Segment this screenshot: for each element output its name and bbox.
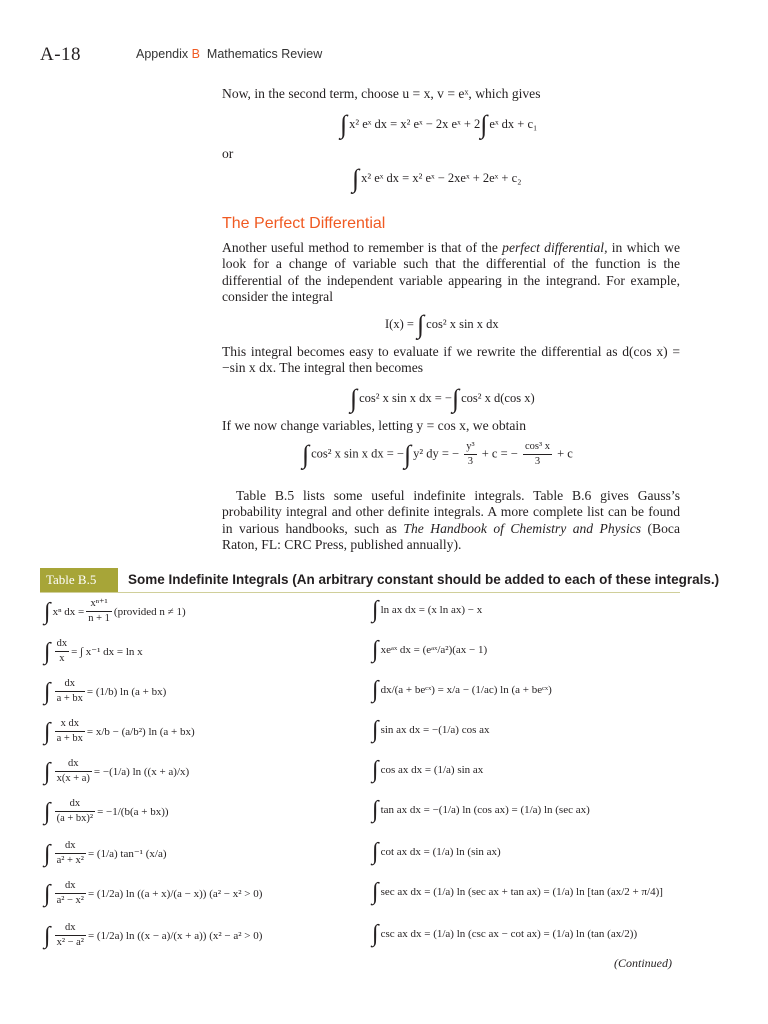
fraction <box>55 880 86 907</box>
fraction-denominator: a + bx <box>56 693 83 704</box>
fraction <box>55 922 86 949</box>
eq4-rhs: cos² x d(cos x) <box>461 390 535 405</box>
equation-1 <box>340 112 537 138</box>
fraction-denominator: x <box>59 653 65 664</box>
integral-sign: ∫ <box>480 110 488 139</box>
integral-row-right-5 <box>372 758 483 782</box>
fraction-numerator: cos³ x <box>523 441 552 455</box>
para1-a: Another useful method to remember is that of the <box>222 240 503 255</box>
formula-text: ln ax dx = (x ln ax) − x <box>380 604 483 616</box>
integral-sign: ∫ <box>372 757 379 783</box>
fraction-numerator: dx <box>55 678 85 692</box>
integral-row-right-3 <box>372 678 552 702</box>
formula-text: = (1/2a) ln ((a + x)/(a − x)) (a² − x² > 0) <box>87 887 263 900</box>
fraction-denominator: (a + bx)² <box>56 813 94 824</box>
fraction <box>464 441 476 468</box>
integral-sign: ∫ <box>451 384 460 413</box>
table-divider <box>40 592 680 593</box>
eq5-mid: y² dy = − <box>413 446 460 461</box>
integral-sign: ∫ <box>302 439 310 469</box>
equation-3 <box>385 312 499 338</box>
formula-text: = ∫ x⁻¹ dx = ln x <box>71 646 143 658</box>
running-head <box>136 47 322 61</box>
integral-row-right-4 <box>372 718 490 742</box>
integral-sign: ∫ <box>44 718 51 745</box>
integral-sign: ∫ <box>372 921 379 947</box>
para1-emphasis: perfect differential, <box>502 240 608 255</box>
running-head-title: Mathematics Review <box>206 47 323 61</box>
integral-row-left-5 <box>44 758 189 785</box>
integral-row-right-7 <box>372 840 501 864</box>
integral-sign: ∫ <box>372 797 379 823</box>
integral-row-left-9 <box>44 922 262 949</box>
para4-a: Table B.5 lists some useful indefinite integrals. Table B.6 gives Gauss’s probability integral and other definite integrals. A more complete list can be found in various handbooks, such as <box>222 488 680 536</box>
fraction-numerator: dx <box>55 840 86 854</box>
para4-b: (Boca Raton, FL: CRC Press, published annually). <box>222 520 680 553</box>
fraction <box>55 638 70 665</box>
formula-text: = −(1/a) ln ((x + a)/x) <box>93 765 190 778</box>
fraction-denominator: n + 1 <box>88 613 110 624</box>
fraction-numerator: dx <box>55 638 70 652</box>
fraction <box>55 718 85 745</box>
fraction-denominator: 3 <box>467 456 474 467</box>
eq5-lhs: cos² x sin x dx = − <box>311 446 404 461</box>
fraction-numerator: dx <box>55 922 86 936</box>
integral-row-left-6 <box>44 798 169 825</box>
integral-sign: ∫ <box>44 840 51 867</box>
fraction <box>86 598 112 625</box>
integral-sign: ∫ <box>44 678 51 705</box>
eq1-tail: eˣ dx + c₁ <box>489 116 538 131</box>
formula-text: cot ax dx = (1/a) ln (sin ax) <box>380 846 501 858</box>
integral-sign: ∫ <box>372 637 379 663</box>
paragraph-rewrite: This integral becomes easy to evaluate if we rewrite the differential as d(cos x) = −sin x dx. The integral then becomes <box>222 344 680 376</box>
integral-row-left-2 <box>44 638 143 665</box>
eq5-mid2: + c = − <box>481 446 518 461</box>
integral-row-left-7 <box>44 840 167 867</box>
integral-sign: ∫ <box>44 880 51 907</box>
fraction-denominator: x(x + a) <box>56 773 90 784</box>
integral-sign: ∫ <box>340 110 348 139</box>
integral-sign: ∫ <box>372 597 379 623</box>
fraction-numerator: x dx <box>55 718 85 732</box>
equation-2 <box>352 166 522 192</box>
page-number: A-18 <box>40 44 82 65</box>
paragraph-tables <box>222 488 680 554</box>
continued-note: (Continued) <box>614 956 672 970</box>
formula-text: = (1/a) tan⁻¹ (x/a) <box>87 848 167 860</box>
integral-sign: ∫ <box>372 717 379 743</box>
running-head-prefix: Appendix <box>136 47 192 61</box>
formula-text: sin ax dx = −(1/a) cos ax <box>380 724 490 736</box>
paragraph-change-variables: If we now change variables, letting y = cos x, we obtain <box>222 418 526 433</box>
integral-sign: ∫ <box>372 879 379 905</box>
running-head-letter: B <box>191 47 200 61</box>
integral-sign: ∫ <box>44 922 51 949</box>
section-heading: The Perfect Differential <box>222 215 386 232</box>
formula-text: = x/b − (a/b²) ln (a + bx) <box>86 725 195 738</box>
formula-text: dx/(a + beᶜˣ) = x/a − (1/ac) ln (a + beᶜˣ) <box>380 684 552 696</box>
integral-sign: ∫ <box>352 164 360 193</box>
integral-row-left-8 <box>44 880 262 907</box>
eq2-text: x² eˣ dx = x² eˣ − 2xeˣ + 2eˣ + c₂ <box>361 170 522 185</box>
table-caption: Some Indefinite Integrals (An arbitrary constant should be added to each of these integrals.) <box>128 572 720 587</box>
formula-text: xⁿ dx = <box>52 605 85 618</box>
intro-text: Now, in the second term, choose u = x, v = eˣ, which gives <box>222 86 541 101</box>
fraction-denominator: x² − a² <box>56 937 84 948</box>
formula-text: tan ax dx = −(1/a) ln (cos ax) = (1/a) ln (sec ax) <box>380 804 590 816</box>
integral-sign: ∫ <box>403 439 412 469</box>
eq3-rhs: cos² x sin x dx <box>426 316 499 331</box>
integral-row-right-2 <box>372 638 487 662</box>
para1-b: in which we look for a change of variable such that the differential of the function is the differential of the independent variable appearing in the integrand. For example, consider the integral <box>222 240 680 305</box>
eq4-lhs: cos² x sin x dx = − <box>359 390 452 405</box>
fraction-numerator: y³ <box>464 441 476 455</box>
formula-text: = (1/2a) ln ((x − a)/(x + a)) (x² − a² > 0) <box>87 929 263 942</box>
fraction <box>55 678 85 705</box>
equation-5 <box>302 441 573 468</box>
formula-text: cos ax dx = (1/a) sin ax <box>380 764 484 776</box>
eq1-text: x² eˣ dx = x² eˣ − 2x eˣ + 2 <box>349 116 481 131</box>
para4-emphasis: The Handbook of Chemistry and Physics <box>403 520 642 536</box>
formula-text: = −1/(b(a + bx)) <box>97 805 169 818</box>
formula-text: = (1/b) ln (a + bx) <box>86 685 167 698</box>
equation-4 <box>350 386 535 412</box>
integral-sign: ∫ <box>44 638 51 665</box>
table-label: Table B.5 <box>40 568 118 592</box>
fraction-denominator: a² + x² <box>56 855 84 866</box>
integral-sign: ∫ <box>44 758 51 785</box>
integral-row-left-1 <box>44 598 186 625</box>
integral-sign: ∫ <box>44 598 51 625</box>
formula-text: sec ax dx = (1/a) ln (sec ax + tan ax) = (1/a) ln [tan (ax/2 + π/4)] <box>380 886 663 898</box>
fraction <box>55 758 92 785</box>
fraction-numerator: dx <box>55 758 92 772</box>
fraction <box>55 840 86 867</box>
integral-sign: ∫ <box>372 677 379 703</box>
fraction <box>55 798 95 825</box>
fraction <box>523 441 552 468</box>
integral-sign: ∫ <box>417 310 425 339</box>
formula-text: csc ax dx = (1/a) ln (csc ax − cot ax) = (1/a) ln (tan (ax/2)) <box>380 928 638 940</box>
or-text: or <box>222 146 234 161</box>
fraction-numerator: dx <box>55 798 95 812</box>
fraction-numerator: xⁿ⁺¹ <box>86 598 112 612</box>
integral-sign: ∫ <box>44 798 51 825</box>
integral-row-right-6 <box>372 798 590 822</box>
fraction-denominator: a² − x² <box>56 895 84 906</box>
fraction-numerator: dx <box>55 880 86 894</box>
paragraph-perfect-differential <box>222 240 680 306</box>
integral-sign: ∫ <box>372 839 379 865</box>
fraction-denominator: a + bx <box>56 733 83 744</box>
integral-row-right-9 <box>372 922 637 946</box>
formula-text: xeᵃˣ dx = (eᵃˣ/a²)(ax − 1) <box>380 644 488 656</box>
integral-sign: ∫ <box>350 384 358 413</box>
eq3-lhs: I(x) = <box>385 316 414 331</box>
integral-row-left-3 <box>44 678 166 705</box>
integral-row-right-8 <box>372 880 663 904</box>
fraction-denominator: 3 <box>534 456 541 467</box>
eq5-tail: + c <box>557 446 573 461</box>
integral-row-left-4 <box>44 718 195 745</box>
formula-text: (provided n ≠ 1) <box>113 605 186 618</box>
integral-row-right-1 <box>372 598 482 622</box>
